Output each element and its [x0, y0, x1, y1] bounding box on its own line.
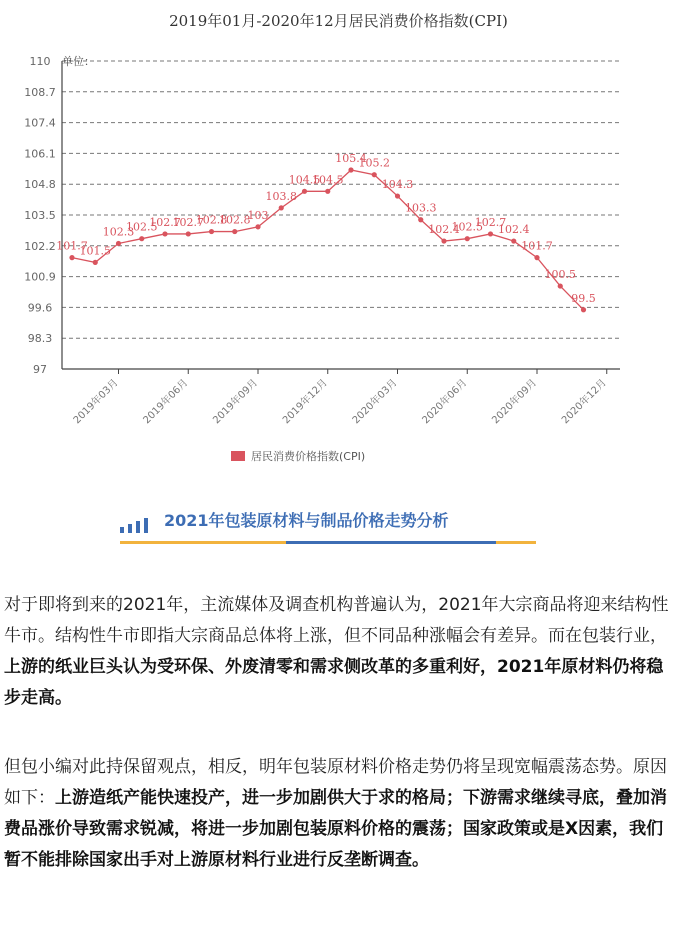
data-label: 101.5	[79, 244, 111, 258]
y-tick-label: 103.5	[24, 209, 56, 222]
data-point	[465, 236, 470, 241]
bar-chart-icon	[120, 517, 154, 533]
data-label: 103.3	[405, 201, 437, 215]
paragraph-2-text: 但包小编对此持保留观点，相反，明年包装原材料价格走势仍将呈现宽幅震荡态势。原因如下：	[4, 757, 667, 808]
data-label: 103	[247, 208, 269, 222]
data-point	[93, 260, 98, 265]
data-label: 102.4	[428, 223, 460, 237]
data-label: 105.4	[335, 151, 367, 165]
heading-underline-left	[120, 541, 286, 544]
data-point	[255, 224, 260, 229]
x-tick-label: 2020年09月	[490, 377, 540, 427]
data-point	[372, 172, 377, 177]
data-point	[302, 189, 307, 194]
data-label: 102.5	[451, 220, 483, 234]
data-label: 101.7	[521, 239, 553, 253]
data-label: 104.3	[381, 178, 414, 192]
y-tick-label: 98.3	[27, 332, 53, 346]
paragraph-2-bold: 上游造纸产能快速投产，进一步加剧供大于求的格局；下游需求继续寻底，叠加消费品涨价导致需求锐减，将进一步加剧包装原料价格的震荡；国家政策或是X因素，我们暂不能排除国家出手对上游原材料行业进行反垄断调查。	[4, 788, 667, 870]
data-label: 103.8	[265, 189, 297, 203]
y-tick-label: 100.9	[24, 270, 56, 284]
data-label: 102.7	[172, 215, 204, 229]
data-label: 102.3	[102, 225, 135, 239]
data-point	[395, 193, 400, 198]
data-point	[232, 229, 237, 234]
data-point	[186, 231, 191, 236]
legend-swatch	[231, 451, 245, 461]
data-point	[325, 189, 330, 194]
data-point	[209, 229, 214, 234]
paragraph-1-bold: 上游的纸业巨头认为受环保、外废清零和需求侧改革的多重利好，2021年原材料仍将稳步走高。	[4, 657, 664, 708]
y-tick-label: 108.7	[24, 85, 56, 99]
data-point	[139, 236, 144, 241]
data-point	[279, 205, 284, 210]
x-tick-label: 2019年09月	[211, 377, 261, 427]
y-tick-label: 102.2	[24, 239, 56, 253]
data-label: 102.5	[126, 220, 158, 234]
chart-title: 2019年01月-2020年12月居民消费价格指数(CPI)	[169, 12, 508, 30]
data-label: 99.5	[571, 291, 596, 305]
heading-underline-middle	[286, 541, 496, 544]
x-tick-label: 2019年06月	[141, 377, 191, 427]
x-tick-label: 2020年12月	[559, 377, 609, 427]
data-point	[581, 307, 586, 312]
section-heading	[120, 505, 536, 545]
heading-underline-right	[496, 541, 536, 544]
x-tick-label: 2020年06月	[420, 377, 470, 427]
data-label: 102.7	[149, 215, 181, 229]
data-point	[534, 255, 539, 260]
data-label: 102.7	[474, 215, 507, 229]
paragraph-1	[4, 590, 670, 714]
legend-label: 居民消费价格指数(CPI)	[251, 450, 366, 463]
y-tick-label: 99.6	[27, 301, 53, 315]
data-label: 102.4	[498, 223, 530, 237]
paragraph-1-text: 对于即将到来的2021年，主流媒体及调查机构普遍认为，2021年大宗商品将迎来结构性牛市。结构性牛市即指大宗商品总体将上涨，但不同品种涨幅会有差异。而在包装行业，	[4, 595, 669, 646]
x-tick-label: 2019年03月	[71, 377, 121, 427]
y-tick-label: 97	[33, 363, 47, 376]
data-point	[418, 217, 423, 222]
y-tick-label: 106.1	[24, 147, 56, 161]
y-tick-label: 104.8	[24, 178, 56, 192]
data-point	[348, 167, 353, 172]
data-point	[69, 255, 74, 260]
data-point	[488, 231, 493, 236]
data-label: 102.8	[195, 213, 228, 227]
x-tick-label: 2020年03月	[350, 377, 400, 427]
x-tick-label: 2019年12月	[280, 377, 330, 427]
data-label: 100.5	[544, 268, 576, 282]
data-label: 104.5	[288, 173, 321, 187]
data-label: 101.7	[56, 239, 88, 253]
data-label: 104.5	[312, 173, 344, 187]
data-point	[558, 283, 563, 288]
data-label: 105.2	[358, 156, 390, 170]
data-label: 102.8	[219, 213, 251, 227]
paragraph-2	[4, 752, 670, 876]
unit-label: 单位：	[62, 55, 95, 68]
section-heading-text: 2021年包装原材料与制品价格走势分析	[164, 511, 449, 530]
y-tick-label: 110	[29, 55, 51, 68]
y-tick-label: 107.4	[24, 116, 56, 130]
data-point	[116, 241, 121, 246]
data-point	[162, 231, 167, 236]
data-point	[441, 238, 446, 243]
data-point	[511, 238, 516, 243]
